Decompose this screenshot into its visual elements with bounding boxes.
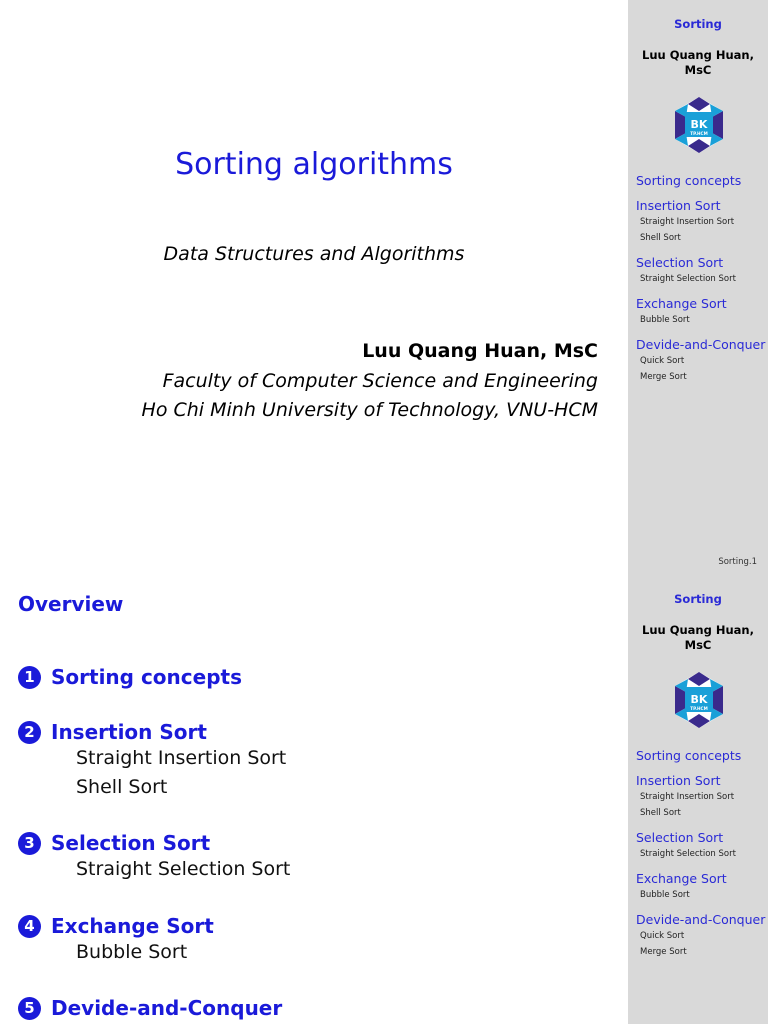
presentation-subtitle: Data Structures and Algorithms <box>163 243 465 265</box>
toc-item-label: Devide-and-Conquer <box>51 996 283 1020</box>
logo-subtext: TP.HCM <box>690 131 708 136</box>
toc-item-label: Exchange Sort <box>51 914 214 938</box>
sidebar-author: Luu Quang Huan, MsC <box>642 48 754 77</box>
sidebar-title[interactable]: Sorting <box>674 17 722 31</box>
toc-item-label: Sorting concepts <box>51 665 242 689</box>
sidebar-sub-quick-sort[interactable]: Quick Sort <box>640 356 685 366</box>
logo-subtext: TP.HCM <box>690 706 708 711</box>
toc-sub-item[interactable]: Straight Insertion Sort <box>76 747 287 769</box>
sidebar-sub-merge-sort[interactable]: Merge Sort <box>640 947 687 957</box>
bk-logo-icon <box>669 95 729 155</box>
sidebar-sub-merge-sort[interactable]: Merge Sort <box>640 372 687 382</box>
author-name: Luu Quang Huan, MsC <box>362 340 598 362</box>
toc-sub-item[interactable]: Straight Selection Sort <box>76 858 291 880</box>
sidebar-section-exchange-sort[interactable]: Exchange Sort <box>636 296 727 311</box>
sidebar-sub-quick-sort[interactable]: Quick Sort <box>640 931 685 941</box>
logo-text: BK <box>690 693 708 706</box>
bk-logo-icon <box>669 670 729 730</box>
sidebar-section-sorting-concepts[interactable]: Sorting concepts <box>636 748 742 763</box>
sidebar-section-insertion-sort[interactable]: Insertion Sort <box>636 198 721 213</box>
toc-item-label: Insertion Sort <box>51 720 207 744</box>
toc-item-4[interactable] <box>18 914 618 967</box>
sidebar-sub-straight-selection-sort[interactable]: Straight Selection Sort <box>640 849 736 859</box>
institute-line-2: Ho Chi Minh University of Technology, VNU-HCM <box>141 399 598 421</box>
toc-sub-item[interactable]: Shell Sort <box>76 776 168 798</box>
logo-text: BK <box>690 118 708 131</box>
sidebar <box>628 0 768 575</box>
sidebar-sub-bubble-sort[interactable]: Bubble Sort <box>640 890 690 900</box>
sidebar-author: Luu Quang Huan, MsC <box>642 623 754 652</box>
sidebar-section-sorting-concepts[interactable]: Sorting concepts <box>636 173 742 188</box>
toc-item-label: Selection Sort <box>51 831 211 855</box>
sidebar-section-exchange-sort[interactable]: Exchange Sort <box>636 871 727 886</box>
sidebar-section-insertion-sort[interactable]: Insertion Sort <box>636 773 721 788</box>
sidebar-sub-bubble-sort[interactable]: Bubble Sort <box>640 315 690 325</box>
sidebar-sub-shell-sort[interactable]: Shell Sort <box>640 233 681 243</box>
sidebar-nav <box>636 173 766 384</box>
toc-sub-item[interactable]: Bubble Sort <box>76 941 188 963</box>
sidebar-section-devide-and-conquer[interactable]: Devide-and-Conquer <box>636 337 766 352</box>
sidebar-title[interactable]: Sorting <box>674 592 722 606</box>
toc-item-5[interactable] <box>18 996 618 1020</box>
toc-item-1[interactable] <box>18 665 618 689</box>
presentation-title: Sorting algorithms <box>175 147 453 182</box>
sidebar-sub-shell-sort[interactable]: Shell Sort <box>640 808 681 818</box>
number-badge-icon: 2 <box>18 721 41 744</box>
sidebar-sub-straight-selection-sort[interactable]: Straight Selection Sort <box>640 274 736 284</box>
sidebar-section-selection-sort[interactable]: Selection Sort <box>636 255 724 270</box>
sidebar-section-devide-and-conquer[interactable]: Devide-and-Conquer <box>636 912 766 927</box>
number-badge-icon: 5 <box>18 997 41 1020</box>
number-badge-icon: 4 <box>18 915 41 938</box>
sidebar-sub-straight-insertion-sort[interactable]: Straight Insertion Sort <box>640 217 735 227</box>
sidebar <box>628 575 768 1024</box>
sidebar-section-selection-sort[interactable]: Selection Sort <box>636 830 724 845</box>
overview-slide <box>0 575 768 1024</box>
institute-line-1: Faculty of Computer Science and Engineering <box>162 370 598 392</box>
toc-item-2[interactable] <box>18 720 618 802</box>
number-badge-icon: 3 <box>18 832 41 855</box>
toc-item-3[interactable] <box>18 831 618 884</box>
number-badge-icon: 1 <box>18 666 41 689</box>
page-number: Sorting.1 <box>718 557 757 567</box>
overview-title: Overview <box>18 592 124 616</box>
sidebar-sub-straight-insertion-sort[interactable]: Straight Insertion Sort <box>640 792 735 802</box>
sidebar-nav <box>636 748 766 959</box>
